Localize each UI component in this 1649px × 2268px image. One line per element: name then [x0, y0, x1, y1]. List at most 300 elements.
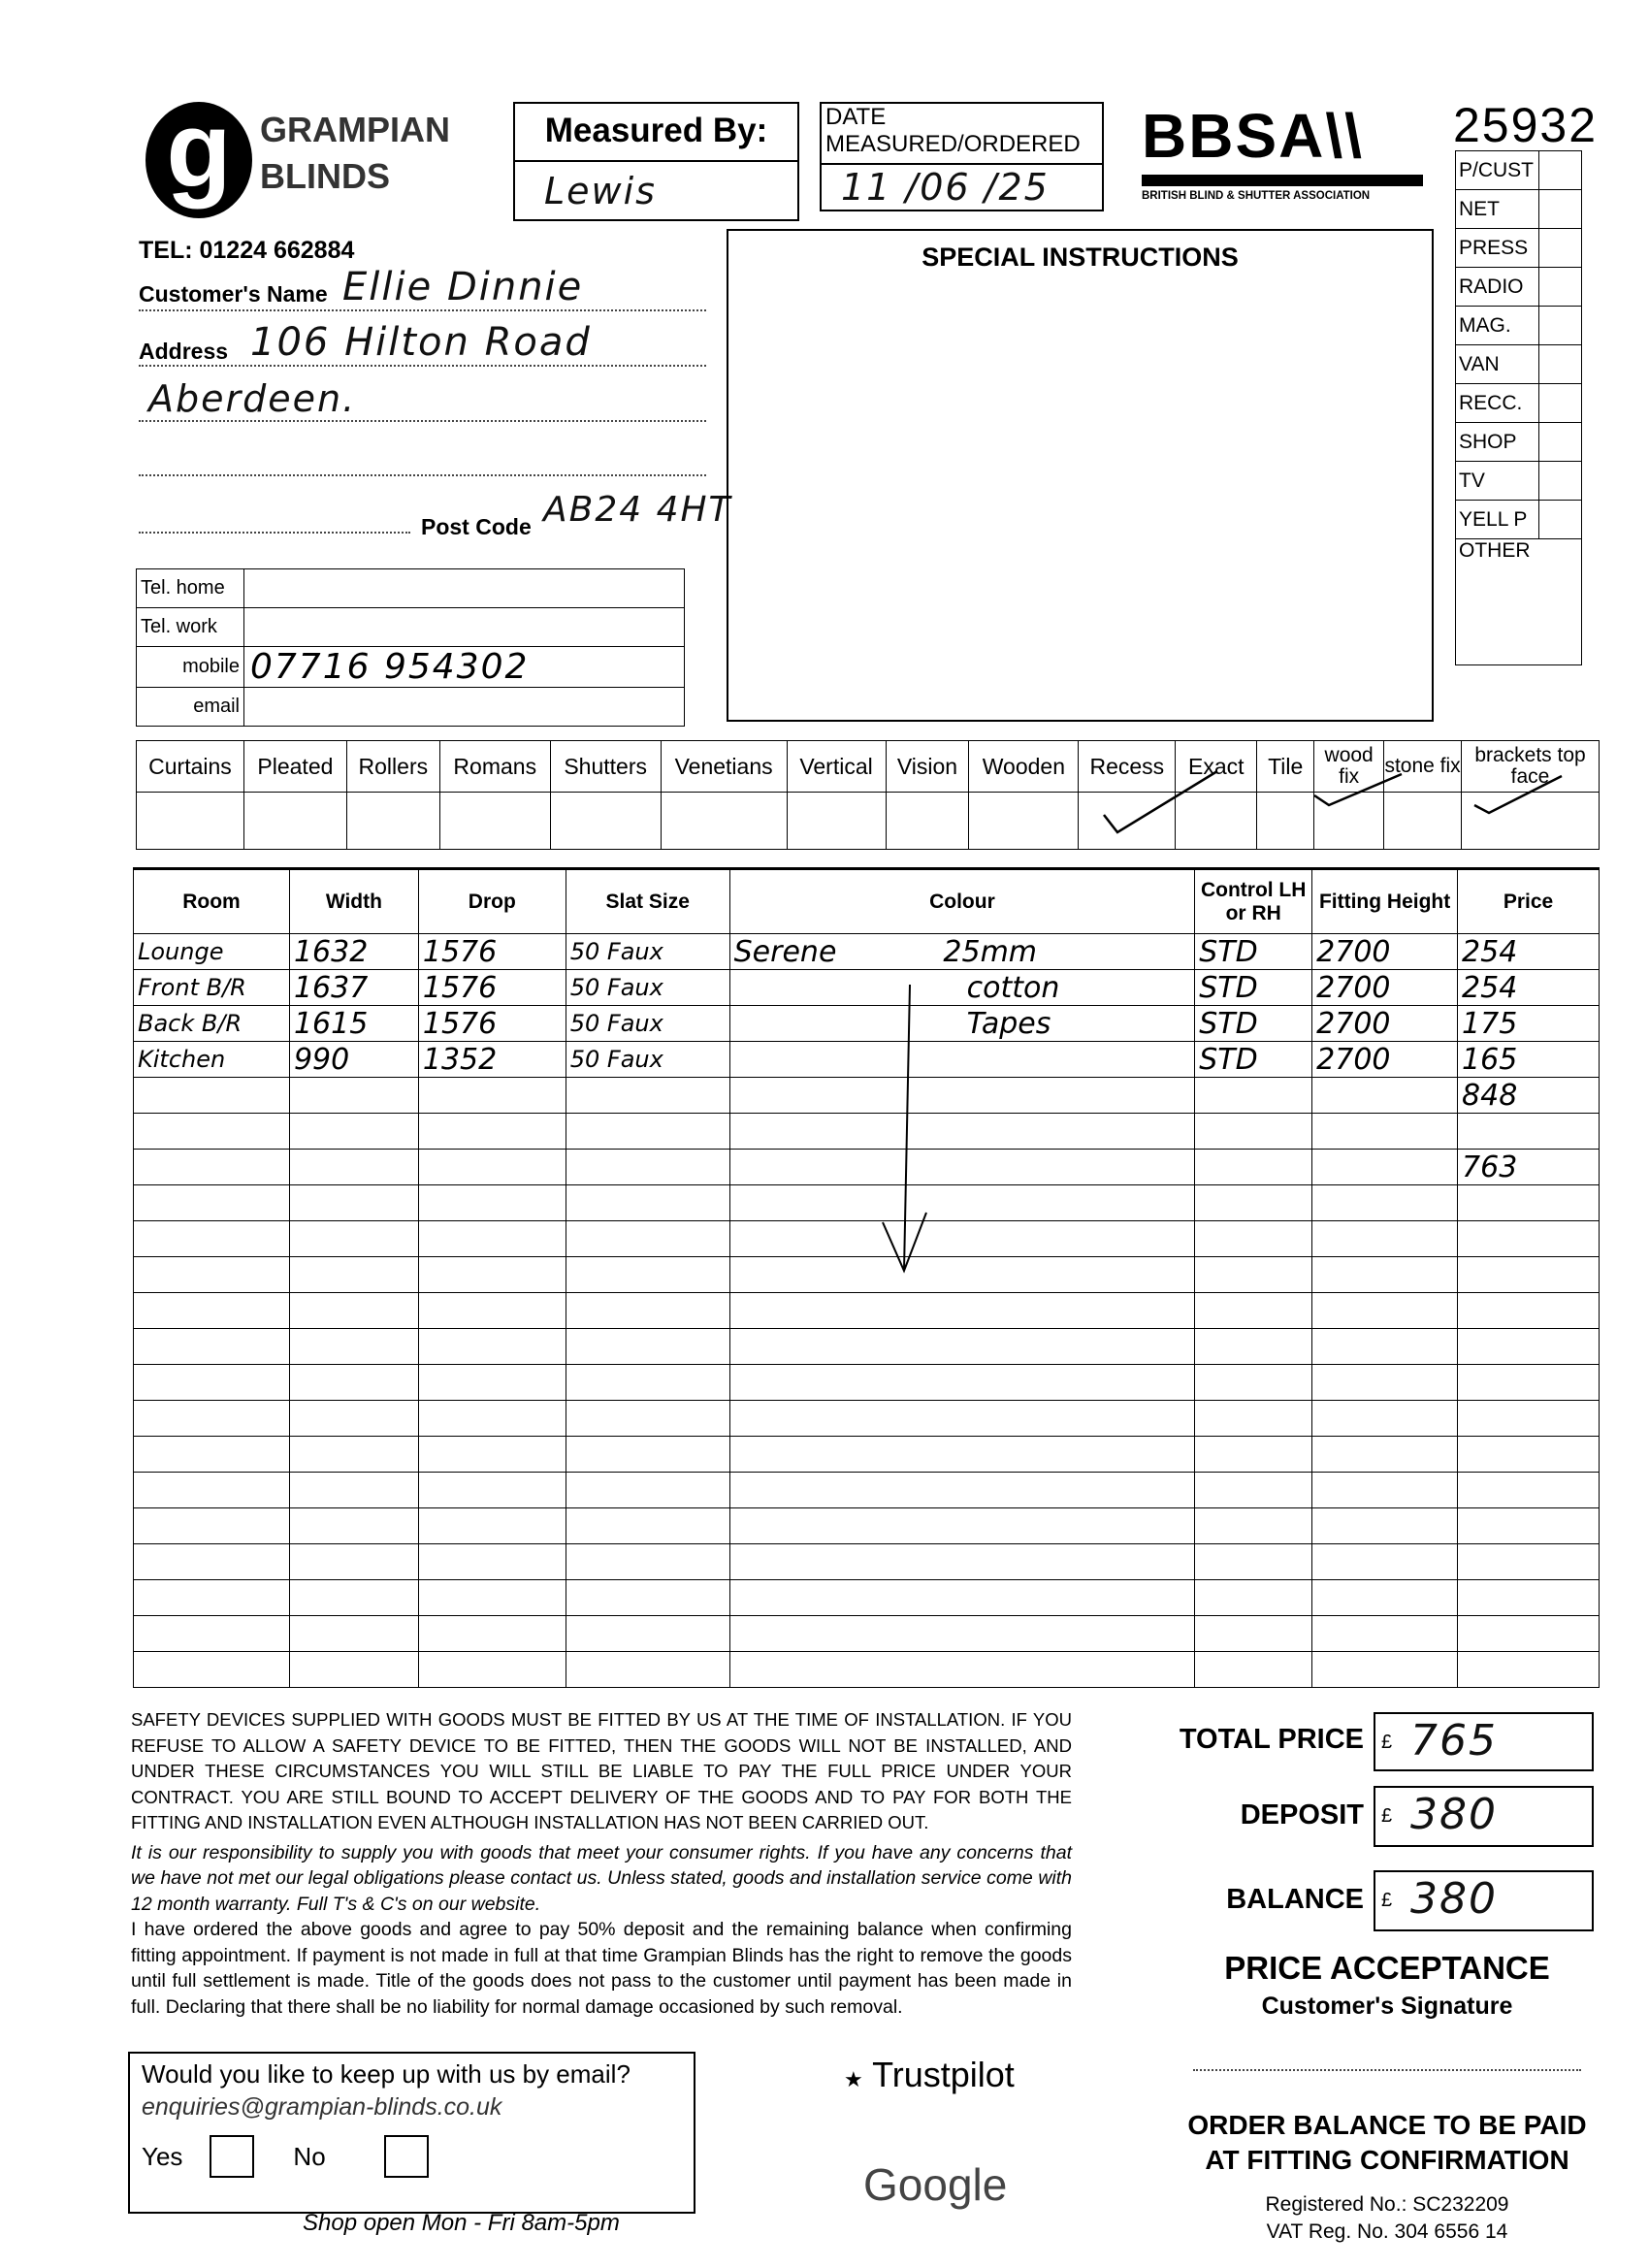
cell-width[interactable] [289, 1580, 418, 1616]
cell-control[interactable] [1195, 1257, 1312, 1293]
cell-height[interactable] [1312, 1616, 1458, 1652]
product-type-checkbox[interactable] [346, 793, 439, 850]
cell-drop[interactable] [418, 1437, 566, 1473]
colour-note: 25mm [943, 934, 1038, 969]
colour-continuation-arrow-icon [854, 980, 931, 1280]
email-signup-box [128, 2052, 695, 2214]
cell-room[interactable] [134, 1473, 290, 1508]
cell-price[interactable] [1458, 1293, 1600, 1329]
phone-value[interactable] [244, 608, 685, 647]
order-balance-note: AT FITTING CONFIRMATION [1205, 2145, 1569, 2175]
signature-line[interactable] [1193, 2069, 1581, 2071]
cell-drop[interactable] [418, 1652, 566, 1688]
wood-fix-tick-icon [1310, 766, 1406, 815]
cell-control[interactable] [1195, 1652, 1312, 1688]
cell-control[interactable] [1195, 1078, 1312, 1114]
cell-price[interactable] [1458, 1544, 1600, 1580]
cell-slat[interactable]: 50 Faux [566, 934, 729, 970]
cell-price[interactable]: 254 [1458, 970, 1600, 1006]
cell-price[interactable] [1458, 1401, 1600, 1437]
source-list [1455, 150, 1582, 665]
cell-control[interactable]: STD [1195, 970, 1312, 1006]
colour-value: Serene [733, 934, 837, 969]
measured-by-label: Measured By: [515, 104, 797, 162]
table-row [134, 934, 1600, 970]
cell-price[interactable] [1458, 1257, 1600, 1293]
cell-height[interactable] [1312, 1401, 1458, 1437]
source-checkbox[interactable] [1539, 307, 1582, 345]
cell-height[interactable]: 2700 [1312, 1042, 1458, 1078]
cell-room[interactable] [134, 1508, 290, 1544]
cell-width[interactable] [289, 1616, 418, 1652]
cell-colour[interactable] [729, 1185, 1195, 1221]
cell-price[interactable]: 763 [1458, 1150, 1600, 1185]
product-type-stone-fix: stone fix [1384, 741, 1462, 793]
cell-slat[interactable]: 50 Faux [566, 1006, 729, 1042]
product-type-checkbox[interactable] [439, 793, 550, 850]
safety-terms: SAFETY DEVICES SUPPLIED WITH GOODS MUST BE FITTED BY US AT THE TIME OF INSTALLATION. IF YOU REFUSE TO ALLOW A SAFETY DEVICE TO BE FITTED, THEN THE GOODS WILL NOT BE INSTALLED, AND UNDER THESE CIRCUMSTANCES YOU WILL STILL BE LIABLE TO PAY THE FULL PRICE UNDER YOUR CONTRACT. YOU ARE STILL BOUND TO ACCEPT DELIVERY OF THE GOODS AND TO PAY FOR BOTH THE FITTING AND INSTALLATION EVEN ALTHOUGH INSTALLATION HAS NOT BEEN CARRIED OUT. [131, 1709, 1072, 1832]
cell-width[interactable] [289, 1652, 418, 1688]
logo-circle-icon: g [146, 102, 252, 218]
column-header: Drop [418, 869, 566, 934]
cell-colour[interactable] [729, 1114, 1195, 1150]
phone-value[interactable] [244, 688, 685, 727]
address-value: 106 Hilton Road [250, 320, 592, 365]
no-label: No [293, 2141, 326, 2171]
source-row[interactable] [1456, 384, 1582, 423]
cell-room[interactable] [134, 1365, 290, 1401]
balance-box[interactable] [1374, 1870, 1594, 1931]
cell-width[interactable] [289, 1508, 418, 1544]
cell-drop[interactable] [418, 1293, 566, 1329]
table-row [134, 1580, 1600, 1616]
cell-colour[interactable] [729, 1401, 1195, 1437]
phone-table [136, 568, 685, 727]
cell-width[interactable]: 1632 [289, 934, 418, 970]
cell-control[interactable] [1195, 1473, 1312, 1508]
customer-name-value: Ellie Dinnie [342, 265, 584, 309]
postcode-label: Post Code [421, 514, 532, 539]
cell-height[interactable] [1312, 1365, 1458, 1401]
cell-slat[interactable] [566, 1221, 729, 1257]
cell-slat[interactable]: 50 Faux [566, 970, 729, 1006]
cell-width[interactable] [289, 1185, 418, 1221]
cell-price[interactable] [1458, 1185, 1600, 1221]
deposit-label: DEPOSIT [1240, 1799, 1364, 1831]
table-row [134, 1508, 1600, 1544]
source-row[interactable] [1456, 539, 1582, 665]
cell-room[interactable] [134, 1185, 290, 1221]
cell-room[interactable] [134, 1150, 290, 1185]
cell-colour[interactable] [729, 1293, 1195, 1329]
order-agreement-text: I have ordered the above goods and agree to pay 50% deposit and the remaining balance when confirming fitting appointment. If payment is not made in full at that time Grampian Blinds has the right to remove the goods until full settlement is made. Title of the goods does not pass to the customer until payment has been made in full. Declaring that there shall be no liability for normal damage occasioned by such removal. [131, 1919, 1072, 2018]
cell-colour[interactable] [729, 970, 1195, 1006]
source-label: P/CUST [1456, 151, 1539, 190]
cell-room[interactable] [134, 1401, 290, 1437]
trustpilot-logo [844, 2055, 1015, 2095]
cell-control[interactable] [1195, 1329, 1312, 1365]
google-logo: Google [863, 2159, 1008, 2210]
cell-drop[interactable] [418, 1221, 566, 1257]
cell-width[interactable] [289, 1329, 418, 1365]
yes-label: Yes [142, 2141, 183, 2171]
source-checkbox[interactable] [1539, 384, 1582, 423]
date-box [820, 102, 1104, 211]
cell-width[interactable]: 1615 [289, 1006, 418, 1042]
cell-width[interactable] [289, 1221, 418, 1257]
cell-control[interactable] [1195, 1221, 1312, 1257]
product-type-brackets-top-face: brackets top face [1462, 741, 1600, 793]
cell-room[interactable] [134, 1114, 290, 1150]
product-type-checkbox[interactable] [1257, 793, 1314, 850]
cell-drop[interactable] [418, 1401, 566, 1437]
cell-slat[interactable]: 50 Faux [566, 1042, 729, 1078]
cell-height[interactable] [1312, 1329, 1458, 1365]
cell-height[interactable]: 2700 [1312, 934, 1458, 970]
cell-room[interactable]: Front B/R [134, 970, 290, 1006]
cell-height[interactable] [1312, 1078, 1458, 1114]
source-label: YELL P [1456, 501, 1539, 539]
cell-drop[interactable]: 1352 [418, 1042, 566, 1078]
source-label: SHOP [1456, 423, 1539, 462]
email-options [142, 2135, 682, 2178]
cell-price[interactable]: 175 [1458, 1006, 1600, 1042]
phone-row [137, 608, 685, 647]
cell-price[interactable] [1458, 1473, 1600, 1508]
no-checkbox[interactable] [384, 2135, 429, 2178]
cell-room[interactable] [134, 1616, 290, 1652]
cell-height[interactable] [1312, 1257, 1458, 1293]
product-type-checkbox[interactable] [787, 793, 886, 850]
cell-control[interactable] [1195, 1580, 1312, 1616]
cell-price[interactable]: 165 [1458, 1042, 1600, 1078]
cell-colour[interactable] [729, 1042, 1195, 1078]
cell-drop[interactable] [418, 1257, 566, 1293]
cell-colour[interactable] [729, 1150, 1195, 1185]
cell-control[interactable]: STD [1195, 1042, 1312, 1078]
product-type-checkbox[interactable] [550, 793, 661, 850]
currency-symbol: £ [1381, 1805, 1393, 1827]
cell-room[interactable] [134, 1293, 290, 1329]
cell-height[interactable] [1312, 1185, 1458, 1221]
email-address: enquiries@grampian-blinds.co.uk [142, 2093, 502, 2121]
registered-number: Registered No.: SC232209 [1265, 2193, 1509, 2216]
cell-control[interactable] [1195, 1401, 1312, 1437]
logo-text: BLINDS [260, 156, 390, 196]
cell-height[interactable] [1312, 1150, 1458, 1185]
source-row[interactable] [1456, 462, 1582, 501]
cell-colour[interactable] [729, 1580, 1195, 1616]
table-row [134, 1293, 1600, 1329]
cell-control[interactable] [1195, 1114, 1312, 1150]
cell-slat[interactable] [566, 1508, 729, 1544]
trustpilot-star-icon: ★ [844, 2067, 863, 2091]
measured-by-value[interactable]: Lewis [544, 170, 657, 212]
source-row[interactable] [1456, 345, 1582, 384]
bbsa-logo-text: BBSA\\ [1142, 101, 1364, 171]
cell-drop[interactable] [418, 1078, 566, 1114]
balance-label: BALANCE [1226, 1884, 1364, 1915]
cell-width[interactable] [289, 1150, 418, 1185]
product-type-checkbox[interactable] [969, 793, 1079, 850]
cell-control[interactable] [1195, 1437, 1312, 1473]
cell-price[interactable]: 254 [1458, 934, 1600, 970]
cell-control[interactable] [1195, 1616, 1312, 1652]
cell-width[interactable] [289, 1293, 418, 1329]
cell-width[interactable] [289, 1473, 418, 1508]
cell-control[interactable] [1195, 1150, 1312, 1185]
cell-slat[interactable] [566, 1401, 729, 1437]
cell-height[interactable]: 2700 [1312, 1006, 1458, 1042]
cell-drop[interactable] [418, 1508, 566, 1544]
cell-price[interactable]: 848 [1458, 1078, 1600, 1114]
source-label: VAN [1456, 345, 1539, 384]
cell-drop[interactable] [418, 1616, 566, 1652]
address-line-1[interactable] [139, 320, 706, 367]
brackets-tick-icon [1470, 766, 1567, 820]
source-row[interactable] [1456, 268, 1582, 307]
product-type-checkbox[interactable] [886, 793, 969, 850]
cell-drop[interactable] [418, 1544, 566, 1580]
cell-drop[interactable] [418, 1185, 566, 1221]
cell-drop[interactable] [418, 1365, 566, 1401]
cell-room[interactable]: Back B/R [134, 1006, 290, 1042]
address-value: Aberdeen. [148, 377, 357, 420]
address-line-2[interactable] [139, 377, 706, 422]
deposit-box[interactable] [1374, 1786, 1594, 1847]
cell-slat[interactable] [566, 1257, 729, 1293]
product-type-checkbox[interactable] [661, 793, 787, 850]
source-row[interactable] [1456, 501, 1582, 539]
product-type-vision: Vision [886, 741, 969, 793]
phone-row [137, 569, 685, 608]
cell-slat[interactable] [566, 1616, 729, 1652]
source-checkbox[interactable] [1539, 229, 1582, 268]
source-row[interactable] [1456, 307, 1582, 345]
total-price-value: 765 [1410, 1716, 1498, 1766]
customer-signature-label: Customer's Signature [1261, 1993, 1513, 2020]
cell-control[interactable]: STD [1195, 1006, 1312, 1042]
product-type-shutters: Shutters [550, 741, 661, 793]
source-checkbox[interactable] [1539, 151, 1582, 190]
source-label: OTHER [1456, 539, 1539, 665]
cell-room[interactable] [134, 1078, 290, 1114]
cell-slat[interactable] [566, 1437, 729, 1473]
table-row [134, 1544, 1600, 1580]
cell-colour[interactable] [729, 1652, 1195, 1688]
cell-height[interactable] [1312, 1544, 1458, 1580]
cell-slat[interactable] [566, 1078, 729, 1114]
table-row [134, 1365, 1600, 1401]
column-header: Slat Size [566, 869, 729, 934]
cell-colour[interactable] [729, 1437, 1195, 1473]
cell-price[interactable] [1458, 1616, 1600, 1652]
source-label: RADIO [1456, 268, 1539, 307]
cell-control[interactable]: STD [1195, 934, 1312, 970]
cell-colour[interactable] [729, 1473, 1195, 1508]
grampian-blinds-logo [146, 90, 450, 218]
cell-colour[interactable] [729, 1544, 1195, 1580]
column-header: Room [134, 869, 290, 934]
cell-drop[interactable] [418, 1114, 566, 1150]
cell-colour[interactable] [729, 1078, 1195, 1114]
email-question: Would you like to keep up with us by email? [142, 2059, 630, 2089]
cell-room[interactable]: Kitchen [134, 1042, 290, 1078]
cell-colour[interactable] [729, 1329, 1195, 1365]
customer-name-field[interactable] [139, 265, 706, 311]
cell-room[interactable] [134, 1221, 290, 1257]
logo-text: GRAMPIAN [260, 110, 450, 149]
cell-width[interactable] [289, 1401, 418, 1437]
yes-checkbox[interactable] [210, 2135, 254, 2178]
cell-slat[interactable] [566, 1150, 729, 1185]
cell-width[interactable]: 1637 [289, 970, 418, 1006]
cell-width[interactable] [289, 1078, 418, 1114]
product-type-exact: Exact [1176, 741, 1257, 793]
product-type-romans: Romans [439, 741, 550, 793]
cell-colour[interactable] [729, 1257, 1195, 1293]
cell-colour[interactable] [729, 1365, 1195, 1401]
cell-width[interactable] [289, 1114, 418, 1150]
cell-slat[interactable] [566, 1365, 729, 1401]
cell-control[interactable] [1195, 1185, 1312, 1221]
postcode-line[interactable] [139, 504, 410, 534]
date-label-line: DATE [825, 104, 887, 130]
cell-slat[interactable] [566, 1293, 729, 1329]
cell-price[interactable] [1458, 1114, 1600, 1150]
cell-colour[interactable] [729, 1006, 1195, 1042]
total-price-label: TOTAL PRICE [1179, 1724, 1364, 1755]
cell-drop[interactable]: 1576 [418, 934, 566, 970]
source-row[interactable] [1456, 423, 1582, 462]
cell-price[interactable] [1458, 1437, 1600, 1473]
cell-slat[interactable] [566, 1473, 729, 1508]
cell-price[interactable] [1458, 1652, 1600, 1688]
source-checkbox[interactable] [1539, 345, 1582, 384]
vat-number: VAT Reg. No. 304 6556 14 [1266, 2220, 1508, 2243]
cell-height[interactable] [1312, 1580, 1458, 1616]
source-label: RECC. [1456, 384, 1539, 423]
cell-drop[interactable] [418, 1329, 566, 1365]
cell-drop[interactable] [418, 1150, 566, 1185]
cell-height[interactable] [1312, 1508, 1458, 1544]
cell-height[interactable] [1312, 1437, 1458, 1473]
cell-room[interactable]: Lounge [134, 934, 290, 970]
cell-height[interactable] [1312, 1221, 1458, 1257]
cell-control[interactable] [1195, 1293, 1312, 1329]
cell-price[interactable] [1458, 1365, 1600, 1401]
cell-drop[interactable]: 1576 [418, 970, 566, 1006]
cell-width[interactable] [289, 1437, 418, 1473]
phone-row [137, 647, 685, 688]
table-row [134, 1652, 1600, 1688]
cell-price[interactable] [1458, 1508, 1600, 1544]
cell-room[interactable] [134, 1580, 290, 1616]
source-checkbox[interactable] [1539, 539, 1582, 665]
postcode-value[interactable]: AB24 4HT [543, 490, 732, 530]
phone-label: email [137, 688, 244, 727]
cell-height[interactable]: 2700 [1312, 970, 1458, 1006]
special-instructions-box[interactable] [727, 229, 1434, 722]
cell-drop[interactable] [418, 1473, 566, 1508]
cell-price[interactable] [1458, 1580, 1600, 1616]
cell-price[interactable] [1458, 1329, 1600, 1365]
phone-value[interactable]: 07716 954302 [244, 647, 685, 688]
cell-drop[interactable] [418, 1580, 566, 1616]
address-line-3[interactable] [139, 441, 706, 476]
cell-slat[interactable] [566, 1580, 729, 1616]
address-label: Address [139, 339, 229, 364]
cell-drop[interactable]: 1576 [418, 1006, 566, 1042]
cell-width[interactable] [289, 1257, 418, 1293]
source-label: TV [1456, 462, 1539, 501]
cell-slat[interactable] [566, 1329, 729, 1365]
cell-slat[interactable] [566, 1544, 729, 1580]
cell-room[interactable] [134, 1544, 290, 1580]
cell-room[interactable] [134, 1652, 290, 1688]
cell-colour[interactable] [729, 1616, 1195, 1652]
cell-colour[interactable] [729, 1508, 1195, 1544]
colour-note: Tapes [966, 1006, 1051, 1041]
cell-colour[interactable] [729, 934, 1195, 970]
deposit-value: 380 [1410, 1790, 1498, 1839]
date-label-line: MEASURED/ORDERED [825, 131, 1081, 157]
product-type-tile: Tile [1257, 741, 1314, 793]
phone-value[interactable] [244, 569, 685, 608]
cell-slat[interactable] [566, 1114, 729, 1150]
source-checkbox[interactable] [1539, 190, 1582, 229]
cell-width[interactable]: 990 [289, 1042, 418, 1078]
cell-room[interactable] [134, 1257, 290, 1293]
phone-label: Tel. work [137, 608, 244, 647]
cell-price[interactable] [1458, 1221, 1600, 1257]
bbsa-logo [1142, 101, 1433, 202]
source-row[interactable] [1456, 151, 1582, 190]
cell-height[interactable] [1312, 1114, 1458, 1150]
cell-colour[interactable] [729, 1221, 1195, 1257]
cell-slat[interactable] [566, 1185, 729, 1221]
cell-control[interactable] [1195, 1508, 1312, 1544]
cell-height[interactable] [1312, 1652, 1458, 1688]
source-checkbox[interactable] [1539, 501, 1582, 539]
source-checkbox[interactable] [1539, 268, 1582, 307]
date-value[interactable]: 11 /06 /25 [841, 166, 1050, 209]
cell-control[interactable] [1195, 1365, 1312, 1401]
cell-room[interactable] [134, 1437, 290, 1473]
product-type-recess: Recess [1079, 741, 1176, 793]
total-price-box[interactable] [1374, 1712, 1594, 1771]
cell-height[interactable] [1312, 1473, 1458, 1508]
date-label [822, 104, 1102, 165]
cell-width[interactable] [289, 1365, 418, 1401]
table-row [134, 1473, 1600, 1508]
source-checkbox[interactable] [1539, 462, 1582, 501]
cell-slat[interactable] [566, 1652, 729, 1688]
source-row[interactable] [1456, 190, 1582, 229]
cell-width[interactable] [289, 1544, 418, 1580]
product-type-checkbox[interactable] [243, 793, 346, 850]
source-row[interactable] [1456, 229, 1582, 268]
product-type-pleated: Pleated [243, 741, 346, 793]
company-phone: TEL: 01224 662884 [139, 237, 355, 264]
cell-height[interactable] [1312, 1293, 1458, 1329]
terms-text [131, 1707, 1072, 2020]
source-checkbox[interactable] [1539, 423, 1582, 462]
cell-room[interactable] [134, 1329, 290, 1365]
source-label: MAG. [1456, 307, 1539, 345]
product-type-checkbox[interactable] [137, 793, 244, 850]
cell-control[interactable] [1195, 1544, 1312, 1580]
